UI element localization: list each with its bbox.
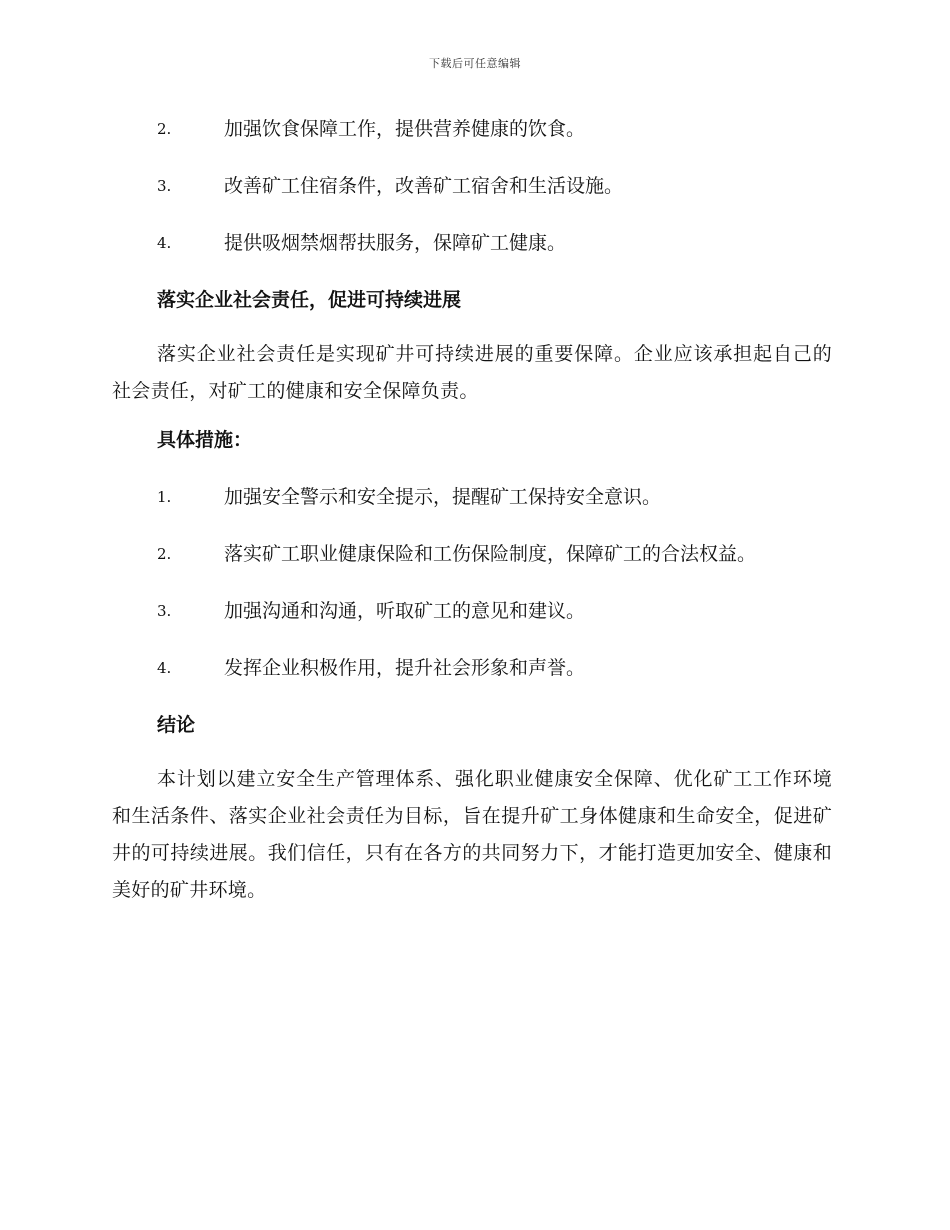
list-number: 2.	[157, 545, 172, 563]
list-number: 3.	[157, 602, 172, 620]
list-number: 4.	[157, 234, 172, 252]
list-item	[112, 222, 832, 279]
page-header: 下载后可任意编辑	[429, 57, 521, 70]
list-number: 4.	[157, 659, 172, 677]
list-text: 提供吸烟禁烟帮扶服务，保障矿工健康。	[224, 232, 567, 254]
section-heading-conclusion: 结论	[157, 714, 196, 736]
list-number: 3.	[157, 177, 172, 195]
list-text: 改善矿工住宿条件，改善矿工宿舍和生活设施。	[224, 175, 624, 197]
list-item	[112, 108, 832, 165]
section-paragraph-csr: 落实企业社会责任是实现矿井可持续进展的重要保障。企业应该承担起自己的社会责任，对矿工的健康和安全保障负责。	[112, 343, 832, 402]
list-item	[112, 533, 832, 590]
list-text: 加强饮食保障工作，提供营养健康的饮食。	[224, 118, 586, 140]
document-content	[112, 108, 832, 918]
section-heading-measures: 具体措施：	[157, 429, 253, 451]
list-item	[112, 647, 832, 704]
list-text: 落实矿工职业健康保险和工伤保险制度，保障矿工的合法权益。	[224, 543, 757, 565]
list-text: 加强沟通和沟通，听取矿工的意见和建议。	[224, 600, 586, 622]
list-number: 1.	[157, 488, 172, 506]
list-text: 加强安全警示和安全提示，提醒矿工保持安全意识。	[224, 486, 662, 508]
section-heading-csr: 落实企业社会责任，促进可持续进展	[157, 289, 462, 311]
list-item	[112, 476, 832, 533]
section-paragraph-conclusion: 本计划以建立安全生产管理体系、强化职业健康安全保障、优化矿工工作环境和生活条件、落实企业社会责任为目标，旨在提升矿工身体健康和生命安全，促进矿井的可持续进展。我们信任，只有在各方的共同努力下，才能打造更加安全、健康和美好的矿井环境。	[112, 768, 832, 901]
list-text: 发挥企业积极作用，提升社会形象和声誉。	[224, 657, 586, 679]
list-item	[112, 165, 832, 222]
list-item	[112, 590, 832, 647]
list-number: 2.	[157, 120, 172, 138]
